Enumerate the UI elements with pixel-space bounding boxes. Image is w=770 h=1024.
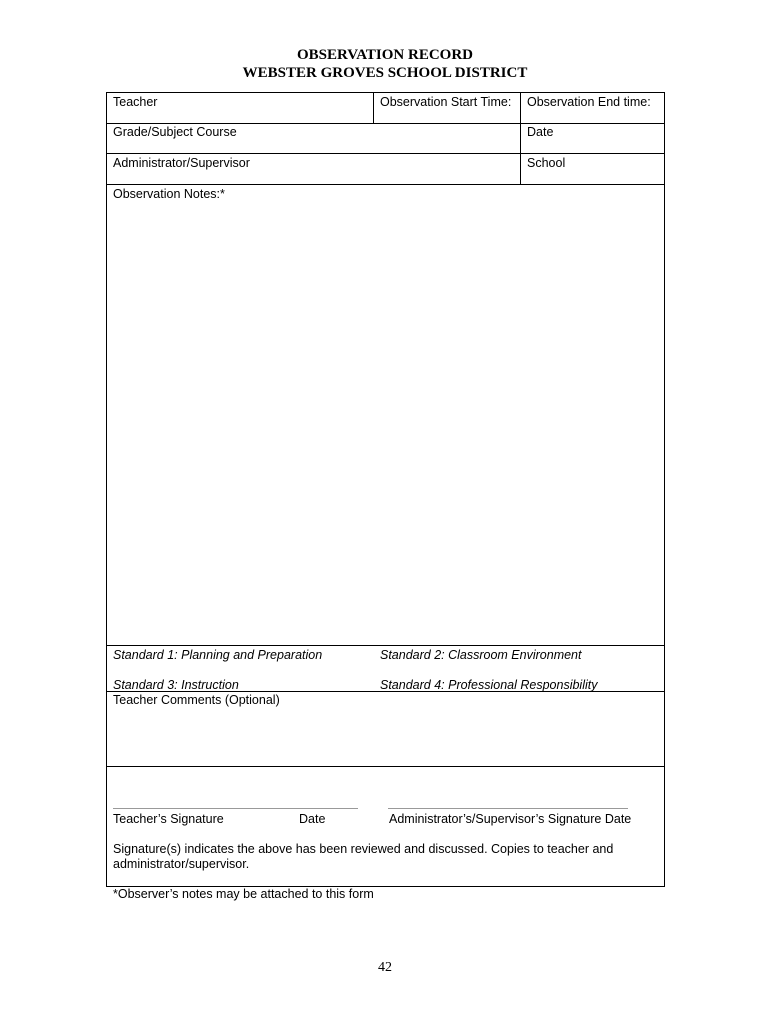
grade-subject-field[interactable]: Grade/Subject Course: [113, 125, 237, 139]
column-divider: [373, 92, 374, 123]
row-divider: [106, 184, 665, 185]
school-field[interactable]: School: [527, 156, 566, 170]
teacher-signature-label: Teacher’s Signature: [113, 812, 224, 826]
row-divider: [106, 645, 665, 646]
start-time-field[interactable]: Observation Start Time:: [380, 95, 512, 109]
review-disclaimer: Signature(s) indicates the above has been reviewed and discussed. Copies to teacher and administrator/supervisor.: [113, 842, 614, 871]
end-time-field[interactable]: Observation End time:: [527, 95, 651, 109]
standard-1-label: Standard 1: Planning and Preparation: [113, 648, 323, 662]
teacher-comments-area[interactable]: Teacher Comments (Optional): [113, 693, 280, 707]
page-title-line2: WEBSTER GROVES SCHOOL DISTRICT: [242, 65, 528, 81]
teacher-date-label: Date: [299, 812, 326, 826]
page-title-line1: OBSERVATION RECORD: [296, 47, 474, 63]
admin-signature-label: Administrator’s/Supervisor’s Signature Date: [389, 812, 632, 826]
row-divider: [106, 766, 665, 767]
row-divider: [106, 153, 665, 154]
teacher-signature-line[interactable]: [113, 808, 358, 809]
footnote: *Observer’s notes may be attached to this form: [113, 887, 374, 901]
observation-notes-area[interactable]: Observation Notes:*: [113, 187, 225, 201]
date-field[interactable]: Date: [527, 125, 554, 139]
administrator-field[interactable]: Administrator/Supervisor: [113, 156, 250, 170]
column-divider: [520, 92, 521, 184]
standard-4-label: Standard 4: Professional Responsibility: [380, 678, 598, 692]
standard-3-label: Standard 3: Instruction: [113, 678, 239, 692]
row-divider: [106, 123, 665, 124]
teacher-field[interactable]: Teacher: [113, 95, 158, 109]
admin-signature-line[interactable]: [388, 808, 628, 809]
standard-2-label: Standard 2: Classroom Environment: [380, 648, 582, 662]
page-number: 42: [378, 960, 392, 975]
observation-form: [106, 92, 665, 887]
